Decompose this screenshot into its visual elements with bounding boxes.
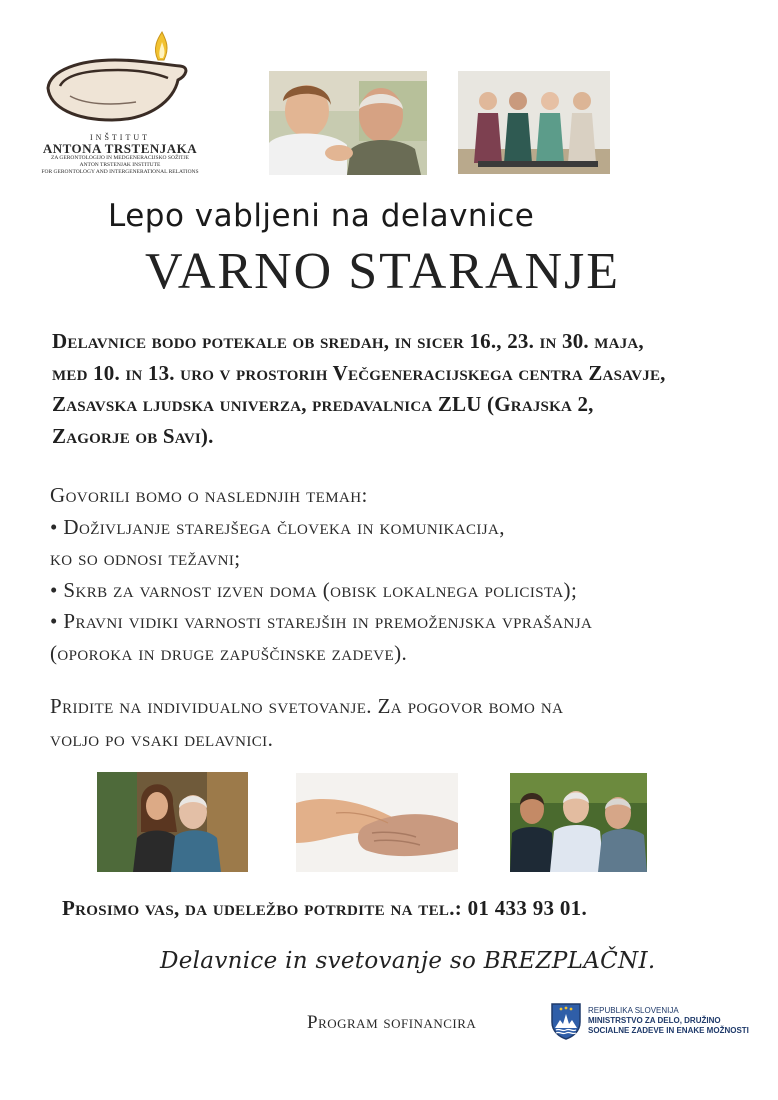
ministry-line-1: REPUBLIKA SLOVENIJA xyxy=(588,1006,679,1015)
logo-text-en-1: ANTON TRSTENJAK INSTITUTE xyxy=(79,162,161,168)
page-title: VARNO STARANJE xyxy=(145,243,621,300)
logo-text-en-2: FOR GERONTOLOGY AND INTERGENERATIONAL RELATIONS xyxy=(41,169,199,175)
program-cofinanced-label: Program sofinancira xyxy=(307,1012,477,1033)
intro-paragraph xyxy=(52,326,752,452)
ministry-line-2: MINISTRSTVO ZA DELO, DRUŽINO xyxy=(588,1016,721,1025)
free-notice: Delavnice in svetovanje so BREZPLAČNI. xyxy=(160,948,656,974)
institute-logo xyxy=(40,30,200,175)
oil-lamp-icon xyxy=(40,30,200,135)
topic-item: • Pravni vidiki varnosti starejših in premoženjska vprašanja xyxy=(50,609,593,633)
logo-text-slo: ZA GERONTOLOGIJO IN MEDGENERACIJSKO SOŽITJE xyxy=(50,155,189,161)
advice-paragraph xyxy=(50,690,750,756)
confirm-phone-text: Prosimo vas, da udeležbo potrdite na tel.: 01 433 93 01. xyxy=(62,896,587,920)
topic-item: • Skrb za varnost izven doma (obisk lokalnega policista); xyxy=(50,577,578,602)
ministry-logo xyxy=(550,1002,750,1044)
intro-line: med 10. in 13. uro v prostorih Večgeneracijskega centra Zasavje, xyxy=(52,360,666,385)
logo-text-name: ANTONA TRSTENJAKA xyxy=(42,141,198,156)
photo-caregiver-elderly-man xyxy=(269,71,427,175)
ministry-line-3: SOCIALNE ZADEVE IN ENAKE MOŽNOSTI xyxy=(588,1026,749,1035)
photo-three-men xyxy=(510,773,647,872)
logo-text-institute: INŠTITUT xyxy=(90,133,150,142)
topic-item: • Doživljanje starejšega človeka in komunikacija, xyxy=(50,514,505,539)
topic-item-continued: ko so odnosi težavni; xyxy=(50,546,241,570)
intro-line: Zagorje ob Savi). xyxy=(52,423,214,448)
photo-holding-hands xyxy=(296,773,458,872)
slovenia-coat-of-arms-icon xyxy=(550,1002,582,1040)
topics-list xyxy=(50,480,750,669)
photo-four-elderly-women xyxy=(458,71,610,174)
subtitle: Lepo vabljeni na delavnice xyxy=(108,198,535,234)
intro-line: Delavnice bodo potekale ob sredah, in sicer 16., 23. in 30. maja, xyxy=(52,329,644,353)
intro-line: Zasavska ljudska univerza, predavalnica ZLU (Grajska 2, xyxy=(52,392,594,416)
advice-line: Pridite na individualno svetovanje. Za pogovor bomo na xyxy=(50,694,564,718)
topic-item-continued: (oporoka in druge zapuščinske zadeve). xyxy=(50,640,408,665)
photo-young-woman-elderly-woman xyxy=(97,772,248,872)
topics-heading: Govorili bomo o naslednjih temah: xyxy=(50,483,368,507)
advice-line: voljo po vsaki delavnici. xyxy=(50,727,274,751)
